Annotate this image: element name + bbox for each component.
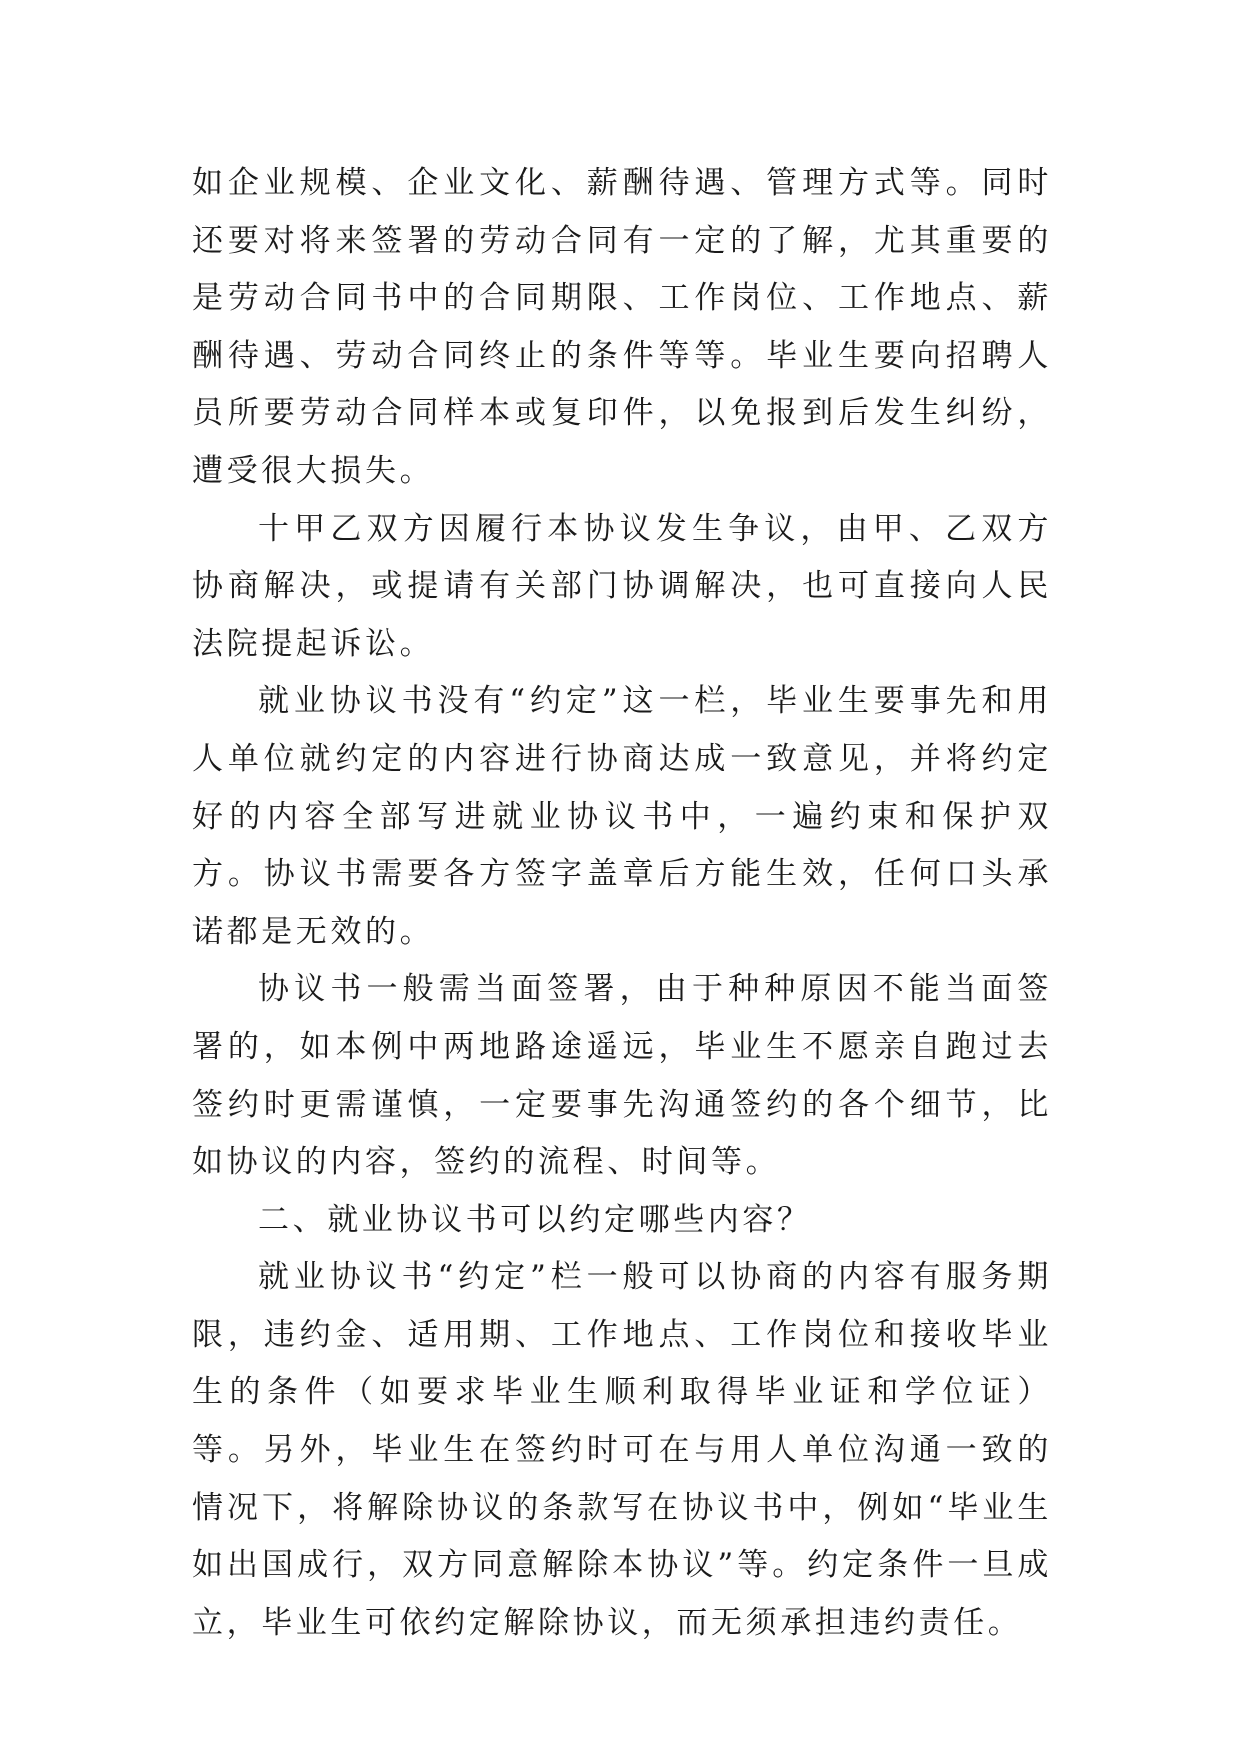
paragraph-agreement-terms: 就业协议书没有“约定”这一栏，毕业生要事先和用人单位就约定的内容进行协商达成一致意见，并将约定好的内容全部写进就业协议书中，一遍约束和保护双方。协议书需要各方签字盖章后方能生效，任何口头承诺都是无效的。	[192, 683, 1052, 950]
paragraph-continuation: 如企业规模、企业文化、薪酬待遇、管理方式等。同时还要对将来签署的劳动合同有一定的了解，尤其重要的是劳动合同书中的合同期限、工作岗位、工作地点、薪酬待遇、劳动合同终止的条件等等。毕业生要向招聘人员所要劳动合同样本或复印件，以免报到后发生纠纷，遭受很大损失。	[192, 165, 1052, 489]
paragraph-dispute-resolution: 十甲乙双方因履行本协议发生争议，由甲、乙双方协商解决，或提请有关部门协调解决，也可直接向人民法院提起诉讼。	[192, 510, 1052, 662]
paragraph-agreement-content: 就业协议书“约定”栏一般可以协商的内容有服务期限，违约金、适用期、工作地点、工作岗位和接收毕业生的条件（如要求毕业生顺利取得毕业证和学位证）等。另外，毕业生在签约时可在与用人单位沟通一致的情况下，将解除协议的条款写在协议书中，例如“毕业生如出国成行，双方同意解除本协议”等。约定条件一旦成立，毕业生可依约定解除协议，而无须承担违约责任。	[192, 1259, 1052, 1641]
document-body	[192, 155, 1052, 1652]
section-heading: 二、就业协议书可以约定哪些内容？	[258, 1201, 812, 1238]
paragraph-signing-process: 协议书一般需当面签署，由于种种原因不能当面签署的，如本例中两地路途遥远，毕业生不愿亲自跑过去签约时更需谨慎，一定要事先沟通签约的各个细节，比如协议的内容，签约的流程、时间等。	[192, 971, 1052, 1181]
